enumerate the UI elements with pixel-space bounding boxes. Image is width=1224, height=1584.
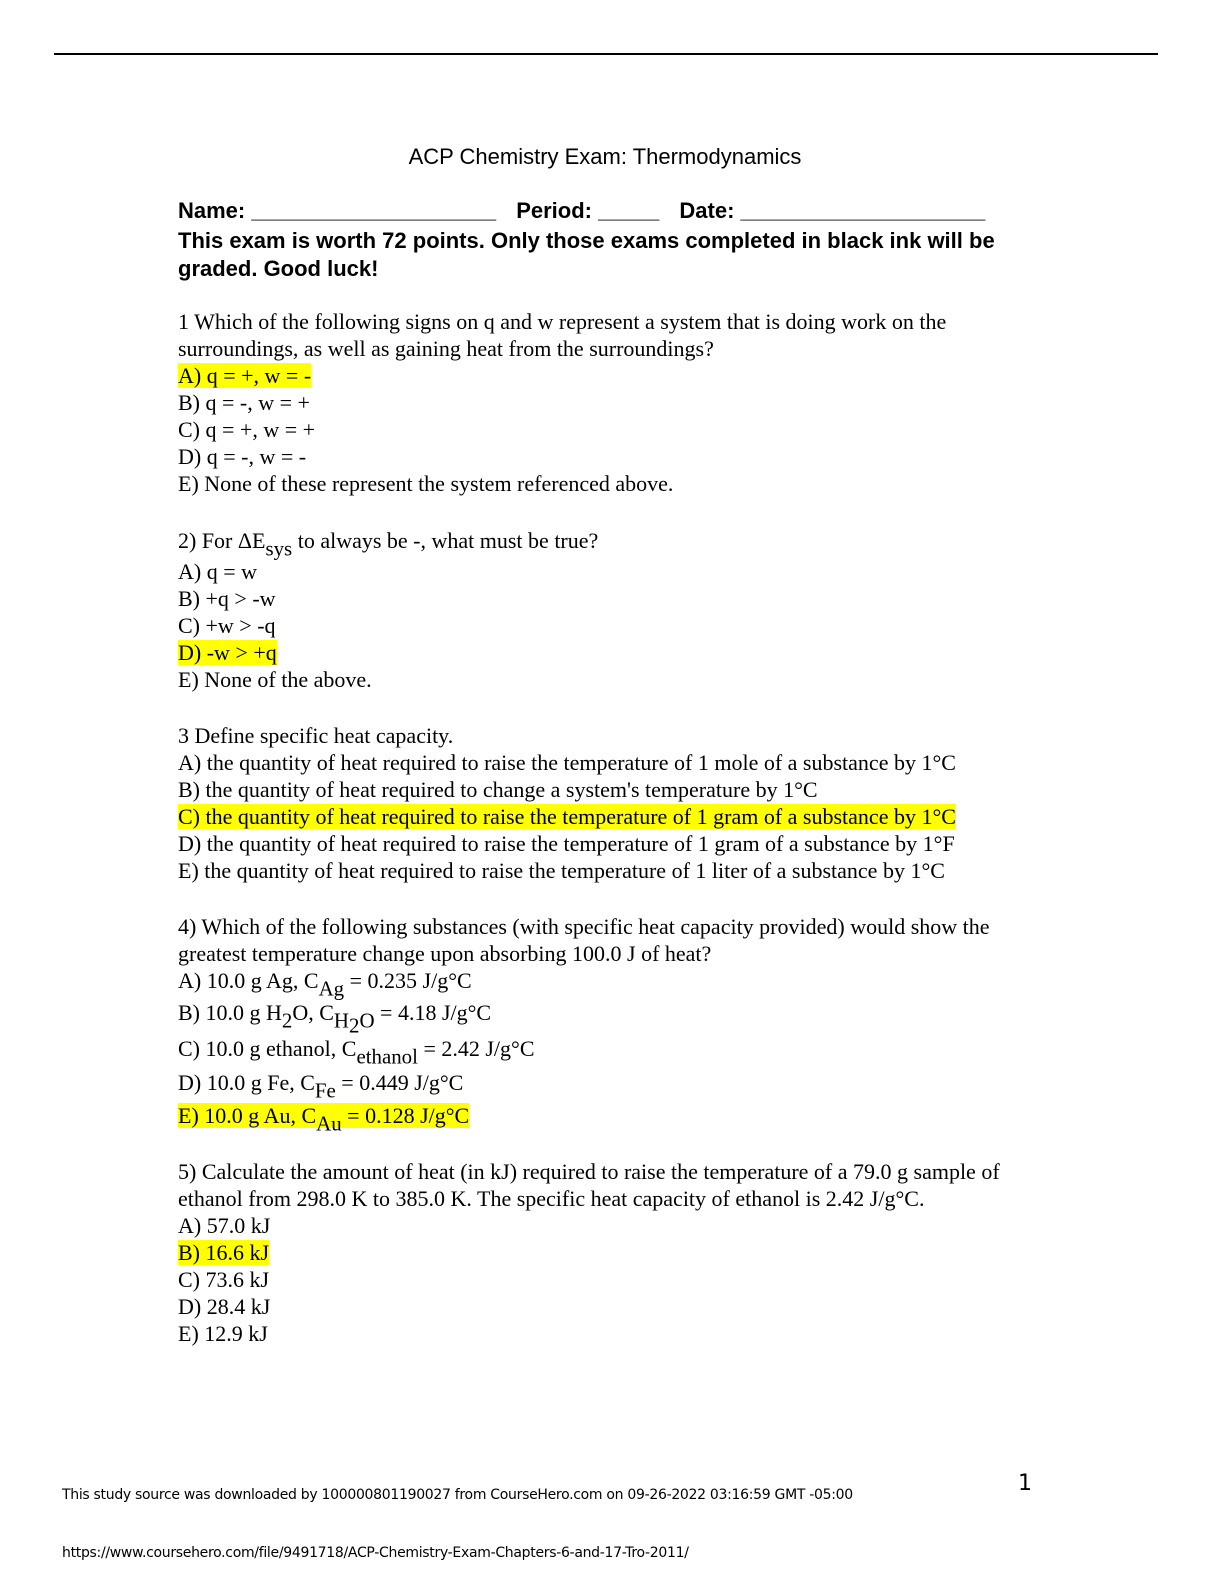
question-4-option-b-text: B) 10.0 g H bbox=[178, 1000, 282, 1025]
question-2-option-c: C) +w > -q bbox=[178, 613, 276, 638]
name-field-label: Name: ____________________ bbox=[178, 198, 497, 223]
date-field-label: Date: ____________________ bbox=[679, 198, 986, 223]
question-3-option-c: C) the quantity of heat required to raise the temperature of 1 gram of a substance by 1°C bbox=[178, 804, 956, 829]
header-rule bbox=[54, 53, 1158, 55]
question-4-option-e bbox=[178, 1102, 1038, 1136]
question-4-stem: 4) Which of the following substances (with specific heat capacity provided) would show the greatest temperature change upon absorbing 100.0 J of heat? bbox=[178, 914, 990, 966]
question-4-option-c-subscript: ethanol bbox=[356, 1044, 418, 1069]
question-3 bbox=[178, 722, 956, 884]
question-5-option-c: C) 73.6 kJ bbox=[178, 1267, 270, 1292]
student-info-line bbox=[178, 198, 985, 224]
question-5-option-d: D) 28.4 kJ bbox=[178, 1294, 271, 1319]
question-5-stem: 5) Calculate the amount of heat (in kJ) required to raise the temperature of a 79.0 g sample of ethanol from 298.0 K to 385.0 K. The specific heat capacity of ethanol is 2.42 J/g°C. bbox=[178, 1159, 1000, 1211]
question-3-option-e: E) the quantity of heat required to raise the temperature of 1 liter of a substance by 1°C bbox=[178, 858, 945, 883]
exam-title: ACP Chemistry Exam: Thermodynamics bbox=[408, 144, 802, 169]
question-4-option-d bbox=[178, 1069, 1038, 1102]
question-4-option-b-subscript-2: H bbox=[333, 1008, 349, 1033]
question-4-option-e-value: = 0.128 J/g°C bbox=[341, 1103, 470, 1128]
question-2-stem bbox=[178, 527, 599, 561]
question-4-option-b-subscript-3: 2 bbox=[349, 1013, 360, 1038]
question-1-option-a: A) q = +, w = - bbox=[178, 363, 312, 388]
question-4-option-c bbox=[178, 1035, 1038, 1069]
question-3-stem: 3 Define specific heat capacity. bbox=[178, 723, 454, 748]
question-1-option-e: E) None of these represent the system referenced above. bbox=[178, 471, 674, 496]
question-1 bbox=[178, 308, 1038, 497]
question-2 bbox=[178, 527, 598, 693]
question-4-option-b bbox=[178, 999, 1038, 1038]
question-5-option-a: A) 57.0 kJ bbox=[178, 1213, 271, 1238]
question-4-option-c-text: C) 10.0 g ethanol, C bbox=[178, 1036, 357, 1061]
question-5 bbox=[178, 1158, 1038, 1347]
download-source-note: This study source was downloaded by 100000801190027 from CourseHero.com on 09-26-2022 03:16:59 GMT -05:00 bbox=[62, 1487, 853, 1503]
question-4-option-d-text: D) 10.0 g Fe, C bbox=[178, 1070, 315, 1095]
question-4-option-b-subscript-4: O bbox=[359, 1008, 375, 1033]
question-4-option-e-text: E) 10.0 g Au, C bbox=[178, 1103, 317, 1128]
question-4-option-d-subscript: Fe bbox=[314, 1078, 336, 1103]
question-4-option-d-value: = 0.449 J/g°C bbox=[335, 1070, 464, 1095]
question-2-stem-prefix: 2) For ΔE bbox=[178, 528, 266, 553]
question-2-option-a: A) q = w bbox=[178, 559, 258, 584]
question-4-option-b-subscript-1: 2 bbox=[281, 1008, 293, 1033]
question-4-option-a-text: A) 10.0 g Ag, C bbox=[178, 968, 319, 993]
question-2-option-b: B) +q > -w bbox=[178, 586, 276, 611]
question-1-option-d: D) q = -, w = - bbox=[178, 444, 307, 469]
source-url[interactable]: https://www.coursehero.com/file/9491718/ACP-Chemistry-Exam-Chapters-6-and-17-Tro-2011/ bbox=[62, 1545, 689, 1561]
question-3-option-a: A) the quantity of heat required to raise the temperature of 1 mole of a substance by 1°C bbox=[178, 750, 956, 775]
question-1-option-c: C) q = +, w = + bbox=[178, 417, 316, 442]
question-4-option-a bbox=[178, 967, 1038, 999]
period-field-label: Period: _____ bbox=[516, 198, 660, 223]
question-4 bbox=[178, 913, 1038, 1136]
question-4-option-a-value: = 0.235 J/g°C bbox=[344, 968, 472, 993]
question-2-stem-suffix: to always be -, what must be true? bbox=[292, 528, 599, 553]
question-3-option-b: B) the quantity of heat required to change a system's temperature by 1°C bbox=[178, 777, 818, 802]
question-1-option-b: B) q = -, w = + bbox=[178, 390, 310, 415]
question-4-option-b-value: = 4.18 J/g°C bbox=[374, 1000, 492, 1025]
question-2-option-e: E) None of the above. bbox=[178, 667, 372, 692]
question-2-option-d: D) -w > +q bbox=[178, 640, 277, 665]
question-5-option-e: E) 12.9 kJ bbox=[178, 1321, 268, 1346]
question-4-option-a-subscript: Ag bbox=[318, 976, 345, 1001]
question-3-option-d: D) the quantity of heat required to raise the temperature of 1 gram of a substance by 1°F bbox=[178, 831, 955, 856]
question-4-option-e-highlight bbox=[178, 1103, 470, 1136]
question-4-option-b-middle: O, C bbox=[292, 1000, 334, 1025]
question-5-option-b: B) 16.6 kJ bbox=[178, 1240, 270, 1265]
question-4-option-e-subscript: Au bbox=[316, 1111, 342, 1136]
exam-instructions: This exam is worth 72 points. Only those exams completed in black ink will be graded. Good luck! bbox=[178, 228, 995, 281]
question-4-option-c-value: = 2.42 J/g°C bbox=[417, 1036, 535, 1061]
page-number: 1 bbox=[1018, 1471, 1032, 1496]
question-2-stem-subscript: sys bbox=[265, 536, 293, 561]
question-1-stem: 1 Which of the following signs on q and w represent a system that is doing work on the surroundings, as well as gaining heat from the surroundings? bbox=[178, 309, 947, 361]
